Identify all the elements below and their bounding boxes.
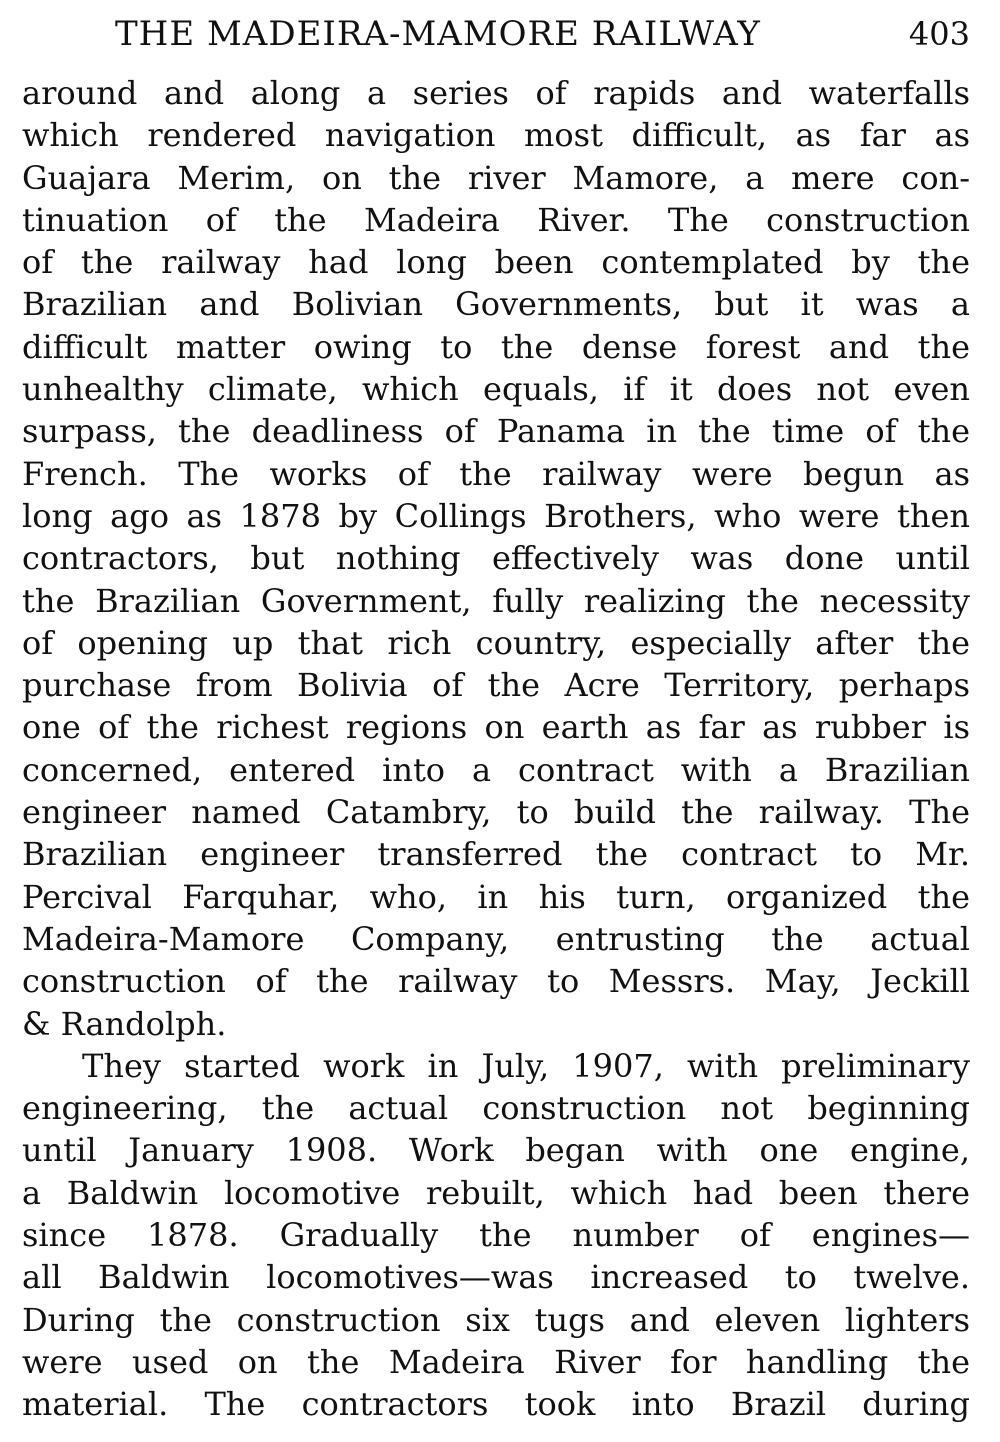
text-line: a Baldwin locomotive rebuilt, which had been there bbox=[22, 1173, 970, 1212]
text-line: Percival Farquhar, who, in his turn, organized the bbox=[22, 877, 970, 916]
text-line: of the railway had long been contemplated by the bbox=[22, 243, 970, 282]
text-line: around and along a series of rapids and waterfalls bbox=[22, 74, 970, 112]
body-text bbox=[22, 72, 970, 1426]
text-line: of opening up that rich country, especially after the bbox=[22, 623, 970, 662]
paragraph-2 bbox=[22, 1045, 970, 1426]
page-number: 403 bbox=[908, 15, 970, 53]
running-title: THE MADEIRA-MAMORE RAILWAY bbox=[115, 14, 761, 54]
text-line: contractors, but nothing effectively was done until bbox=[22, 539, 970, 578]
text-line: long ago as 1878 by Collings Brothers, who were then bbox=[22, 496, 970, 535]
text-line: which rendered navigation most difficult, as far as bbox=[22, 116, 970, 155]
text-line: surpass, the deadliness of Panama in the time of the bbox=[22, 412, 970, 451]
text-line: French. The works of the railway were begun as bbox=[22, 454, 970, 493]
text-line: During the construction six tugs and eleven lighters bbox=[22, 1300, 970, 1339]
text-line: were used on the Madeira River for handling the bbox=[22, 1342, 970, 1381]
text-line: unhealthy climate, which equals, if it does not even bbox=[22, 370, 970, 409]
text-line: construction of the railway to Messrs. May, Jeckill bbox=[22, 962, 970, 1001]
text-line: & Randolph. bbox=[22, 1004, 227, 1043]
text-line: material. The contractors took into Brazil during bbox=[22, 1385, 970, 1424]
running-head bbox=[0, 8, 1000, 60]
text-line: until January 1908. Work began with one engine, bbox=[22, 1131, 970, 1170]
paragraph-1 bbox=[22, 72, 970, 1045]
text-line: difficult matter owing to the dense forest and the bbox=[22, 327, 970, 366]
text-line: the Brazilian Government, fully realizing the necessity bbox=[22, 581, 970, 620]
text-line: purchase from Bolivia of the Acre Territory, perhaps bbox=[22, 666, 970, 705]
text-line: Guajara Merim, on the river Mamore, a mere con- bbox=[22, 158, 970, 197]
text-line: Brazilian and Bolivian Governments, but it was a bbox=[22, 285, 970, 324]
text-line: engineering, the actual construction not beginning bbox=[22, 1089, 970, 1128]
text-line: engineer named Catambry, to build the railway. The bbox=[22, 793, 970, 832]
text-line: all Baldwin locomotives—was increased to twelve. bbox=[22, 1258, 970, 1297]
text-line: tinuation of the Madeira River. The construction bbox=[22, 200, 970, 239]
text-line: Brazilian engineer transferred the contract to Mr. bbox=[22, 835, 970, 874]
text-line: one of the richest regions on earth as far as rubber is bbox=[22, 708, 970, 747]
text-line: They started work in July, 1907, with preliminary bbox=[82, 1046, 970, 1085]
text-line: since 1878. Gradually the number of engines— bbox=[22, 1216, 970, 1255]
text-line: concerned, entered into a contract with a Brazilian bbox=[22, 750, 970, 789]
text-line: Madeira-Mamore Company, entrusting the actual bbox=[22, 919, 970, 958]
